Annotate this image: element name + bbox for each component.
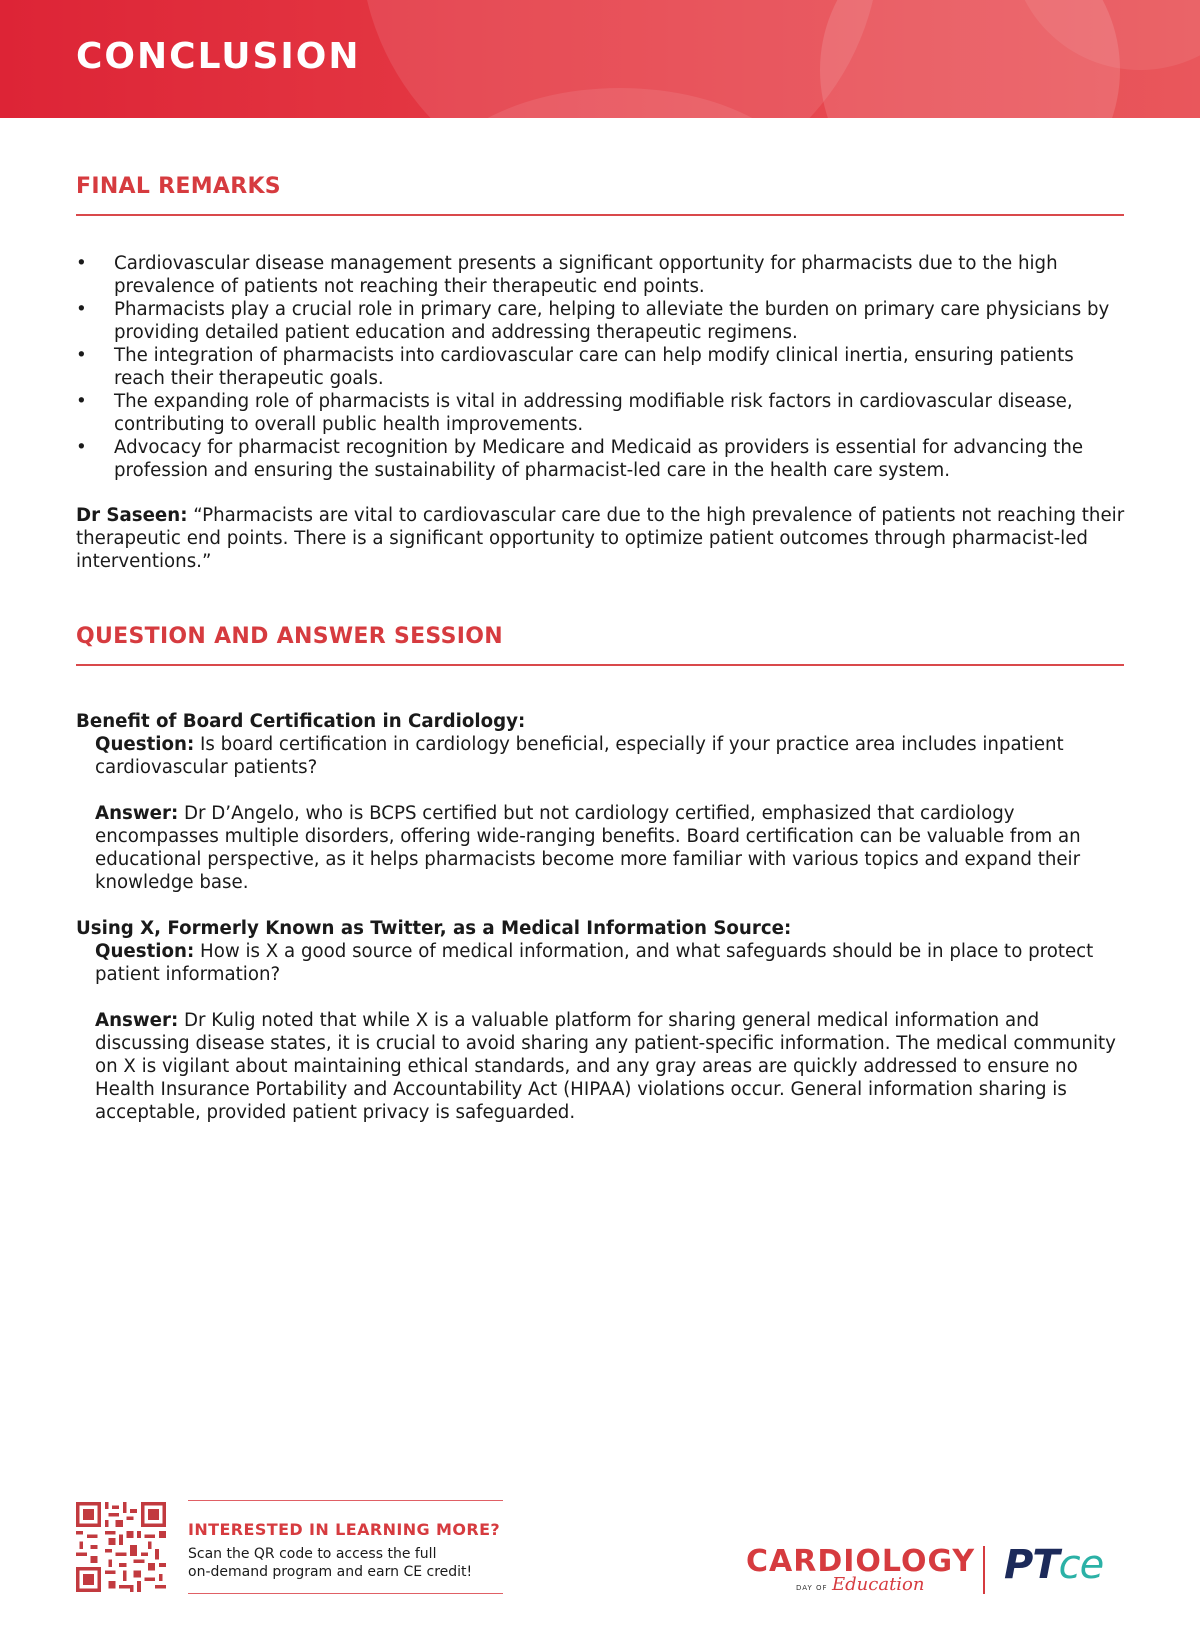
quote-text: “Pharmacists are vital to cardiovascular care due to the high prevalence of patients not reaching their therapeutic end points. There is a significant opportunity to optimize patient outcomes through pharmacist-led interventions.” [76,505,1125,572]
list-item-text: Cardiovascular disease management presents a significant opportunity for pharmacists due to the high prevalence of patients not reaching their therapeutic end points. [114,253,1058,297]
promo-divider [188,1500,503,1501]
bullet-icon: • [76,437,87,458]
qa-answer [76,1009,1128,1124]
qa-answer [76,802,1128,894]
bullet-icon: • [76,345,87,366]
qa-question [76,733,1128,779]
promo-title: INTERESTED IN LEARNING MORE? [188,1520,501,1539]
promo-divider [188,1593,503,1594]
list-item [76,252,1126,298]
list-item-text: The expanding role of pharmacists is vital in addressing modifiable risk factors in cardiovascular disease, contributing to overall public health improvements. [114,391,1073,435]
logo-subtext: DAY OF [796,1584,828,1592]
quote-speaker: Dr Saseen: [76,505,188,526]
answer-label: Answer: [95,803,179,824]
bullet-icon: • [76,391,87,412]
list-item [76,298,1126,344]
qa-topic: Benefit of Board Certification in Cardiology: [76,711,526,732]
qa-topic: Using X, Formerly Known as Twitter, as a Medical Information Source: [76,918,792,939]
ptce-ce: ce [1058,1542,1104,1588]
list-item-text: The integration of pharmacists into cardiovascular care can help modify clinical inertia, ensuring patients reach their therapeutic goals. [114,345,1074,389]
bullet-icon: • [76,299,87,320]
final-remarks-heading: FINAL REMARKS [76,174,281,199]
question-label: Question: [95,734,195,755]
ptce-pt: PT [1004,1542,1059,1588]
bullet-icon: • [76,253,87,274]
qr-code-icon[interactable] [76,1502,166,1592]
answer-text: Dr Kulig noted that while X is a valuable platform for sharing general medical information and discussing disease states, it is crucial to avoid sharing any patient-specific information. The medical community on X is vigilant about maintaining ethical standards, and any gray areas are quickly addressed to ensure no Health Insurance Portability and Accountability Act (HIPAA) violations occur. General information sharing is acceptable, provided patient privacy is safeguarded. [95,1010,1116,1123]
final-remarks-list [76,252,1126,482]
list-item [76,344,1126,390]
page-title: CONCLUSION [76,36,361,77]
qa-question [76,940,1128,986]
question-text: Is board certification in cardiology beneficial, especially if your practice area includes inpatient cardiovascular patients? [95,734,1064,778]
logo-wordmark: CARDIOLOGY [746,1544,976,1579]
promo-line: Scan the QR code to access the full [188,1546,437,1562]
logo-script: Education [832,1574,925,1595]
speaker-quote [76,504,1126,573]
qa-item [76,917,1128,1124]
list-item [76,390,1126,436]
list-item [76,436,1126,482]
promo-text [188,1545,508,1581]
question-text: How is X a good source of medical information, and what safeguards should be in place to protect patient information? [95,941,1094,985]
list-item-text: Pharmacists play a crucial role in primary care, helping to alleviate the burden on primary care physicians by providing detailed patient education and addressing therapeutic regimens. [114,299,1110,343]
promo-line: on-demand program and earn CE credit! [188,1564,473,1580]
question-label: Question: [95,941,195,962]
answer-text: Dr D’Angelo, who is BCPS certified but not cardiology certified, emphasized that cardiology encompasses multiple disorders, offering wide-ranging benefits. Board certification can be valuable from an educational perspective, as it helps pharmacists become more familiar with various topics and expand their knowledge base. [95,803,1081,893]
qa-heading: QUESTION AND ANSWER SESSION [76,624,503,649]
list-item-text: Advocacy for pharmacist recognition by Medicare and Medicaid as providers is essential for advancing the profession and ensuring the sustainability of pharmacist-led care in the health care system. [114,437,1084,481]
answer-label: Answer: [95,1010,179,1031]
section-divider [76,214,1124,216]
ptce-logo [1004,1542,1103,1588]
qa-item [76,710,1128,894]
header-banner [0,0,1200,118]
logo-divider [983,1546,985,1594]
section-divider [76,664,1124,666]
qa-section [76,710,1128,1124]
